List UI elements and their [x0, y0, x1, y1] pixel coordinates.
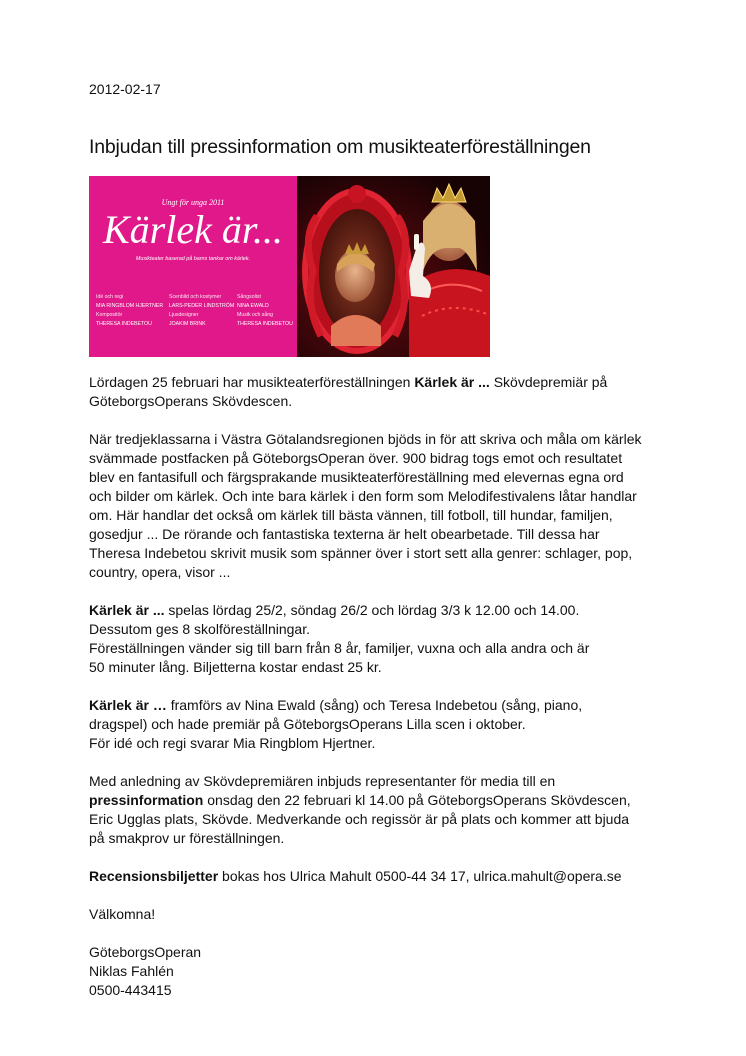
credit-name: JOAKIM BRINK: [169, 320, 206, 327]
credit-role: Sångsolist: [237, 294, 261, 300]
credit-role: Ljusdesigner: [169, 312, 199, 318]
text: Föreställningen vänder sig till barn från 8 år, familjer, vuxna och alla andra och är: [89, 640, 590, 656]
credit-name: THERESA INDEBETOU: [237, 320, 293, 327]
paragraph-welcome: Välkomna!: [89, 906, 156, 922]
page-title: Inbjudan till pressinformation om musikteaterföreställningen: [89, 136, 591, 158]
credit-role: Kompositör: [96, 312, 123, 318]
paragraph-performers: [89, 696, 669, 753]
credit-name: NINA EWALD: [237, 302, 269, 309]
paragraph-premiere: [89, 373, 669, 411]
text: GöteborgsOperans Skövdescen.: [89, 393, 293, 409]
text: spelas lördag 25/2, söndag 26/2 och lördag 3/3 k 12.00 och 14.00.: [164, 602, 580, 618]
text: 50 minuter lång. Biljetterna kostar endast 25 kr.: [89, 659, 382, 675]
credit-role: Scenbild och kostymer: [169, 294, 222, 300]
paragraph-schedule: [89, 601, 669, 677]
text: Lördagen 25 februari har musikteaterföreställningen: [89, 374, 415, 390]
mirror-photo-image: [297, 176, 490, 357]
signature-name: Niklas Fahlén: [89, 963, 174, 979]
text: När tredjeklassarna i Västra Götalandsregionen bjöds in för att skriva och måla om kärlek: [89, 431, 642, 447]
text: på smakprov ur föreställningen.: [89, 830, 285, 846]
credit-role: Idé och regi: [96, 294, 124, 300]
text: gosedjur ... De rörande och fantastiska texterna är helt obearbetade. Till dessa har: [89, 526, 600, 542]
paragraph-press-info: [89, 772, 669, 848]
banner-poster: [89, 176, 297, 357]
banner-tagline: Musikteater baserad på barns tankar om kärlek.: [135, 256, 251, 262]
text: blev en fantasifull och färgsprakande musikteaterföreställning med elevernas egna ord: [89, 469, 624, 485]
text: country, opera, visor ...: [89, 564, 231, 580]
credit: [169, 311, 243, 328]
show-banner: [89, 176, 490, 357]
text: Eric Ugglas plats, Skövde. Medverkande och regissör är på plats och kommer att bjuda: [89, 811, 630, 827]
show-name: Kärlek är ...: [414, 374, 490, 390]
paragraph-review-tickets: [89, 867, 669, 886]
text: bokas hos Ulrica Mahult 0500-44 34 17, ulrica.mahult@opera.se: [218, 868, 622, 884]
text: om. Här handlar det också om kärlek till bästa vännen, till fotboll, till hundar, familjen,: [89, 507, 613, 523]
text: onsdag den 22 februari kl 14.00 på GöteborgsOperans Skövdescen,: [203, 792, 631, 808]
show-name: Kärlek är …: [89, 697, 167, 713]
review-tickets-label: Recensionsbiljetter: [89, 868, 219, 884]
credit: [96, 293, 170, 310]
paragraph-background: [89, 430, 669, 582]
text: För idé och regi svarar Mia Ringblom Hjertner.: [89, 735, 376, 751]
signature-phone: 0500-443415: [89, 982, 172, 998]
text: Med anledning av Skövdepremiären inbjuds representanter för media till en: [89, 773, 556, 789]
text: Dessutom ges 8 skolföreställningar.: [89, 621, 310, 637]
text: framförs av Nina Ewald (sång) och Teresa Indebetou (sång, piano,: [166, 697, 583, 713]
text: och bilder om kärlek. Och inte bara kärlek i den form som Melodifestivalens låtar handlar: [89, 488, 637, 504]
banner-show-title: Kärlek är...: [103, 207, 283, 252]
banner-photo: [297, 176, 490, 357]
text: svämmade postfacken på GöteborgsOperan över. 900 bidrag togs emot och resultatet: [89, 450, 623, 466]
body-text: [89, 373, 669, 1019]
banner-subheading: Ungt för unga 2011: [161, 198, 225, 207]
show-name: Kärlek är ...: [89, 602, 165, 618]
signature-org: GöteborgsOperan: [89, 944, 202, 960]
credit-name: LARS-PEDER LINDSTRÖM: [169, 302, 235, 309]
credit-name: THERESA INDEBETOU: [96, 320, 152, 327]
text: dragspel) och hade premiär på GöteborgsOperans Lilla scen i oktober.: [89, 716, 526, 732]
credit: [96, 311, 170, 328]
date: 2012-02-17: [89, 81, 161, 97]
text: Skövdepremiär på: [489, 374, 608, 390]
credit-role: Musik och sång: [237, 312, 274, 318]
text: Theresa Indebetou skrivit musik som spänner över i stort sett alla genrer: schlager, pop,: [89, 545, 633, 561]
signature: [89, 943, 669, 1000]
credit-name: MIA RINGBLOM HJERTNER: [96, 302, 164, 309]
credit: [169, 293, 243, 310]
press-info-label: pressinformation: [89, 792, 204, 808]
